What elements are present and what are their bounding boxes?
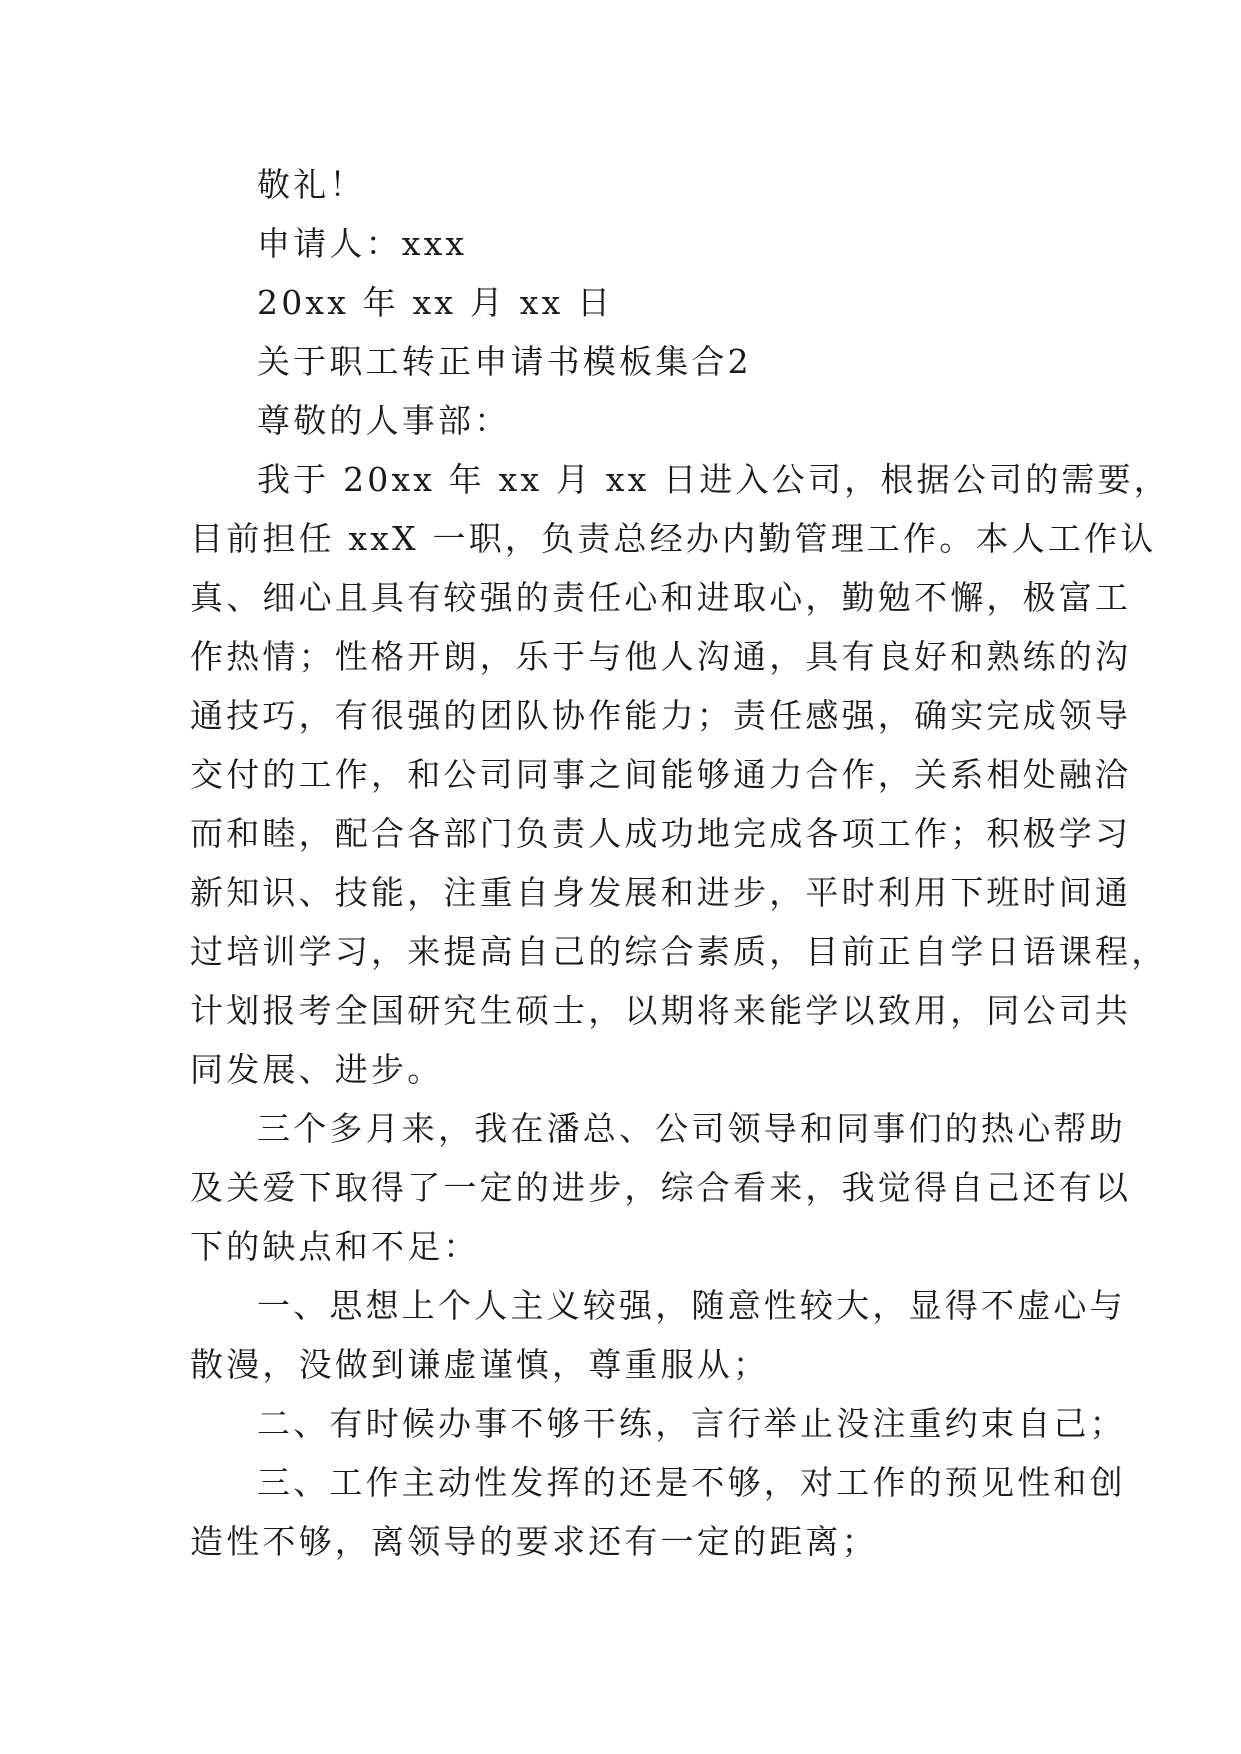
body-text-line: 我于 20xx 年 xx 月 xx 日进入公司，根据公司的需要，: [257, 460, 1170, 499]
closing-salutation: 敬礼！: [257, 165, 366, 204]
body-text-line: 过培训学习，来提高自己的综合素质，目前正自学日语课程，: [190, 932, 1168, 971]
greeting-line: 尊敬的人事部：: [257, 401, 511, 440]
body-text-line: 交付的工作，和公司同事之间能够通力合作，关系相处融洽: [190, 755, 1132, 794]
section-title: 关于职工转正申请书模板集合2: [257, 342, 752, 381]
list-item-line: 一、思想上个人主义较强，随意性较大，显得不虚心与: [257, 1286, 1126, 1325]
body-text-line: 而和睦，配合各部门负责人成功地完成各项工作；积极学习: [190, 814, 1132, 853]
body-text-line: 真、细心且具有较强的责任心和进取心，勤勉不懈，极富工: [190, 578, 1132, 617]
body-text-line: 及关爱下取得了一定的进步，综合看来，我觉得自己还有以: [190, 1168, 1132, 1207]
list-item-line: 造性不够，离领导的要求还有一定的距离；: [190, 1522, 878, 1561]
applicant-line: 申请人：xxx: [257, 224, 468, 263]
body-text-line: 计划报考全国研究生硕士，以期将来能学以致用，同公司共: [190, 991, 1132, 1030]
body-text-line: 通技巧，有很强的团队协作能力；责任感强，确实完成领导: [190, 696, 1132, 735]
list-item-line: 二、有时候办事不够干练，言行举止没注重约束自己；: [257, 1404, 1126, 1443]
body-text-line: 同发展、进步。: [190, 1050, 444, 1089]
date-line: 20xx 年 xx 月 xx 日: [257, 283, 614, 322]
body-text-line: 三个多月来，我在潘总、公司领导和同事们的热心帮助: [257, 1109, 1126, 1148]
list-item-line: 三、工作主动性发挥的还是不够，对工作的预见性和创: [257, 1463, 1126, 1502]
body-text-line: 下的缺点和不足：: [190, 1227, 480, 1266]
body-text-line: 目前担任 xxX 一职，负责总经办内勤管理工作。本人工作认: [190, 519, 1157, 558]
body-text-line: 新知识、技能，注重自身发展和进步，平时利用下班时间通: [190, 873, 1132, 912]
body-text-line: 作热情；性格开朗，乐于与他人沟通，具有良好和熟练的沟: [190, 637, 1132, 676]
list-item-line: 散漫，没做到谦虚谨慎，尊重服从；: [190, 1345, 770, 1384]
